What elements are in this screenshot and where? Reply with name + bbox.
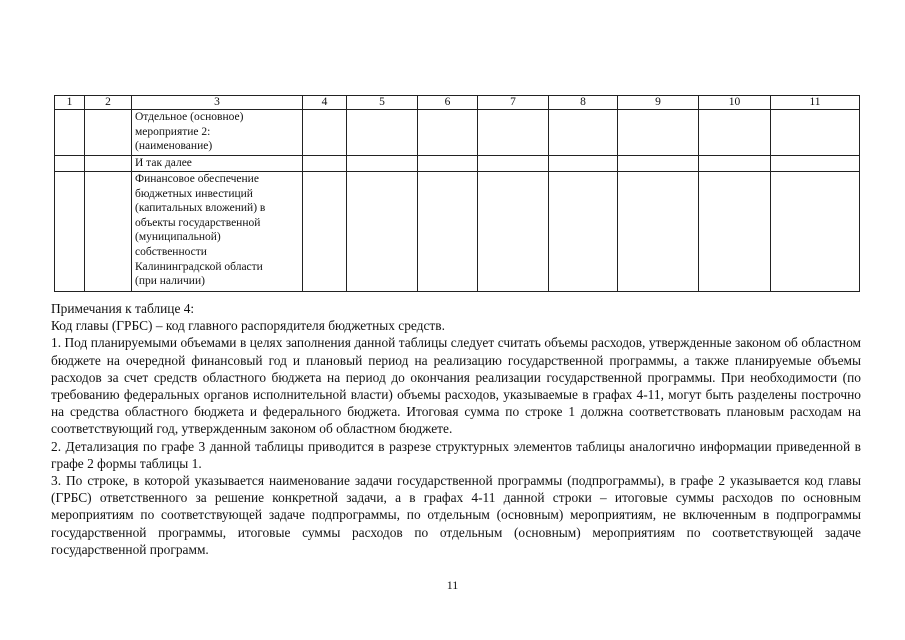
table-cell bbox=[699, 110, 771, 156]
table-cell bbox=[418, 110, 478, 156]
row-name-line: (при наличии) bbox=[135, 275, 205, 288]
column-header: 3 bbox=[132, 96, 303, 110]
column-header: 1 bbox=[55, 96, 85, 110]
notes-paragraph-1: 1. Под планируемыми объемами в целях заполнения данной таблицы следует считать объемы расходов, утвержденные законом об областном бюджете на очередной финансовый год и плановый период на реализацию государственной программы, а также планируемые объемы расходов за счет средств областного бюджета на период до окончания реализации государственной программы. При необходимости (по требованию федеральных органов исполнительной власти) объемы расходов, указываемые в графах 4-11, могут быть разделены построчно на средства областного бюджета и федерального бюджета. Итоговая сумма по строке 1 должна соответствовать плановым расходам на соответствующий год, утвержденным законом об областном бюджете. bbox=[51, 335, 861, 437]
table-row bbox=[55, 172, 860, 292]
table-cell bbox=[549, 156, 618, 172]
row-name-cell bbox=[132, 110, 303, 156]
row-name-line: Калининградской области bbox=[135, 260, 263, 273]
row-name-cell bbox=[132, 172, 303, 292]
row-name-line: (наименование) bbox=[135, 140, 213, 153]
table-cell bbox=[618, 172, 699, 292]
notes-section bbox=[51, 300, 861, 558]
column-header: 10 bbox=[699, 96, 771, 110]
column-header: 2 bbox=[85, 96, 132, 110]
table-cell bbox=[85, 156, 132, 172]
table-cell bbox=[347, 156, 418, 172]
row-name-line: бюджетных инвестиций bbox=[135, 187, 253, 200]
row-name-line: собственности bbox=[135, 245, 207, 258]
table-cell bbox=[771, 110, 860, 156]
table-cell bbox=[478, 110, 549, 156]
table-row bbox=[55, 110, 860, 156]
table-cell bbox=[347, 172, 418, 292]
column-header: 11 bbox=[771, 96, 860, 110]
table-row bbox=[55, 156, 860, 172]
table-cell bbox=[303, 110, 347, 156]
table-cell bbox=[418, 156, 478, 172]
expenditure-table bbox=[54, 95, 860, 292]
column-header: 8 bbox=[549, 96, 618, 110]
table-cell bbox=[303, 172, 347, 292]
table-cell bbox=[85, 110, 132, 156]
table-cell bbox=[549, 172, 618, 292]
table-cell bbox=[85, 172, 132, 292]
row-name-line: (капитальных вложений) в bbox=[135, 202, 266, 215]
table-cell bbox=[418, 172, 478, 292]
notes-paragraph-3: 3. По строке, в которой указывается наименование задачи государственной программы (подпрограммы), в графе 2 указывается код главы (ГРБС) ответственного за решение конкретной задачи, а в графах 4-11 данной строки – итоговые суммы расходов по основным мероприятиям по соответствующей задаче подпрограммы, по отдельным (основным) мероприятиям, не включенным в подпрограммы государственной программы, итоговые суммы расходов по отдельным (основным) мероприятиям по соответствующей задаче государственной программ. bbox=[51, 473, 861, 557]
row-name-line: И так далее bbox=[135, 157, 192, 169]
table-cell bbox=[55, 156, 85, 172]
row-name-line: (муниципальной) bbox=[135, 231, 221, 244]
page-number: 11 bbox=[446, 578, 459, 592]
table-cell bbox=[618, 156, 699, 172]
table-cell bbox=[303, 156, 347, 172]
table-cell bbox=[699, 172, 771, 292]
table-cell bbox=[699, 156, 771, 172]
table-cell bbox=[478, 172, 549, 292]
column-header: 4 bbox=[303, 96, 347, 110]
row-name-line: объекты государственной bbox=[135, 216, 261, 229]
row-name-line: Отдельное (основное) bbox=[135, 111, 244, 123]
table-cell bbox=[347, 110, 418, 156]
row-name-line: Финансовое обеспечение bbox=[135, 173, 259, 185]
table-header-row bbox=[55, 96, 860, 110]
notes-title: Примечания к таблице 4: bbox=[51, 301, 195, 316]
table-cell bbox=[618, 110, 699, 156]
row-name-line: мероприятие 2: bbox=[135, 125, 211, 138]
row-name-cell bbox=[132, 156, 303, 172]
table-cell bbox=[771, 172, 860, 292]
column-header: 6 bbox=[418, 96, 478, 110]
column-header: 5 bbox=[347, 96, 418, 110]
table-cell bbox=[55, 110, 85, 156]
table-cell bbox=[478, 156, 549, 172]
table-cell bbox=[55, 172, 85, 292]
table-cell bbox=[549, 110, 618, 156]
table-cell bbox=[771, 156, 860, 172]
column-header: 9 bbox=[618, 96, 699, 110]
column-header: 7 bbox=[478, 96, 549, 110]
notes-paragraph-2: 2. Детализация по графе 3 данной таблицы приводится в разрезе структурных элементов таблицы аналогично информации приведенной в графе 2 формы таблицы 1. bbox=[51, 438, 861, 471]
notes-code-line: Код главы (ГРБС) – код главного распорядителя бюджетных средств. bbox=[51, 318, 445, 334]
